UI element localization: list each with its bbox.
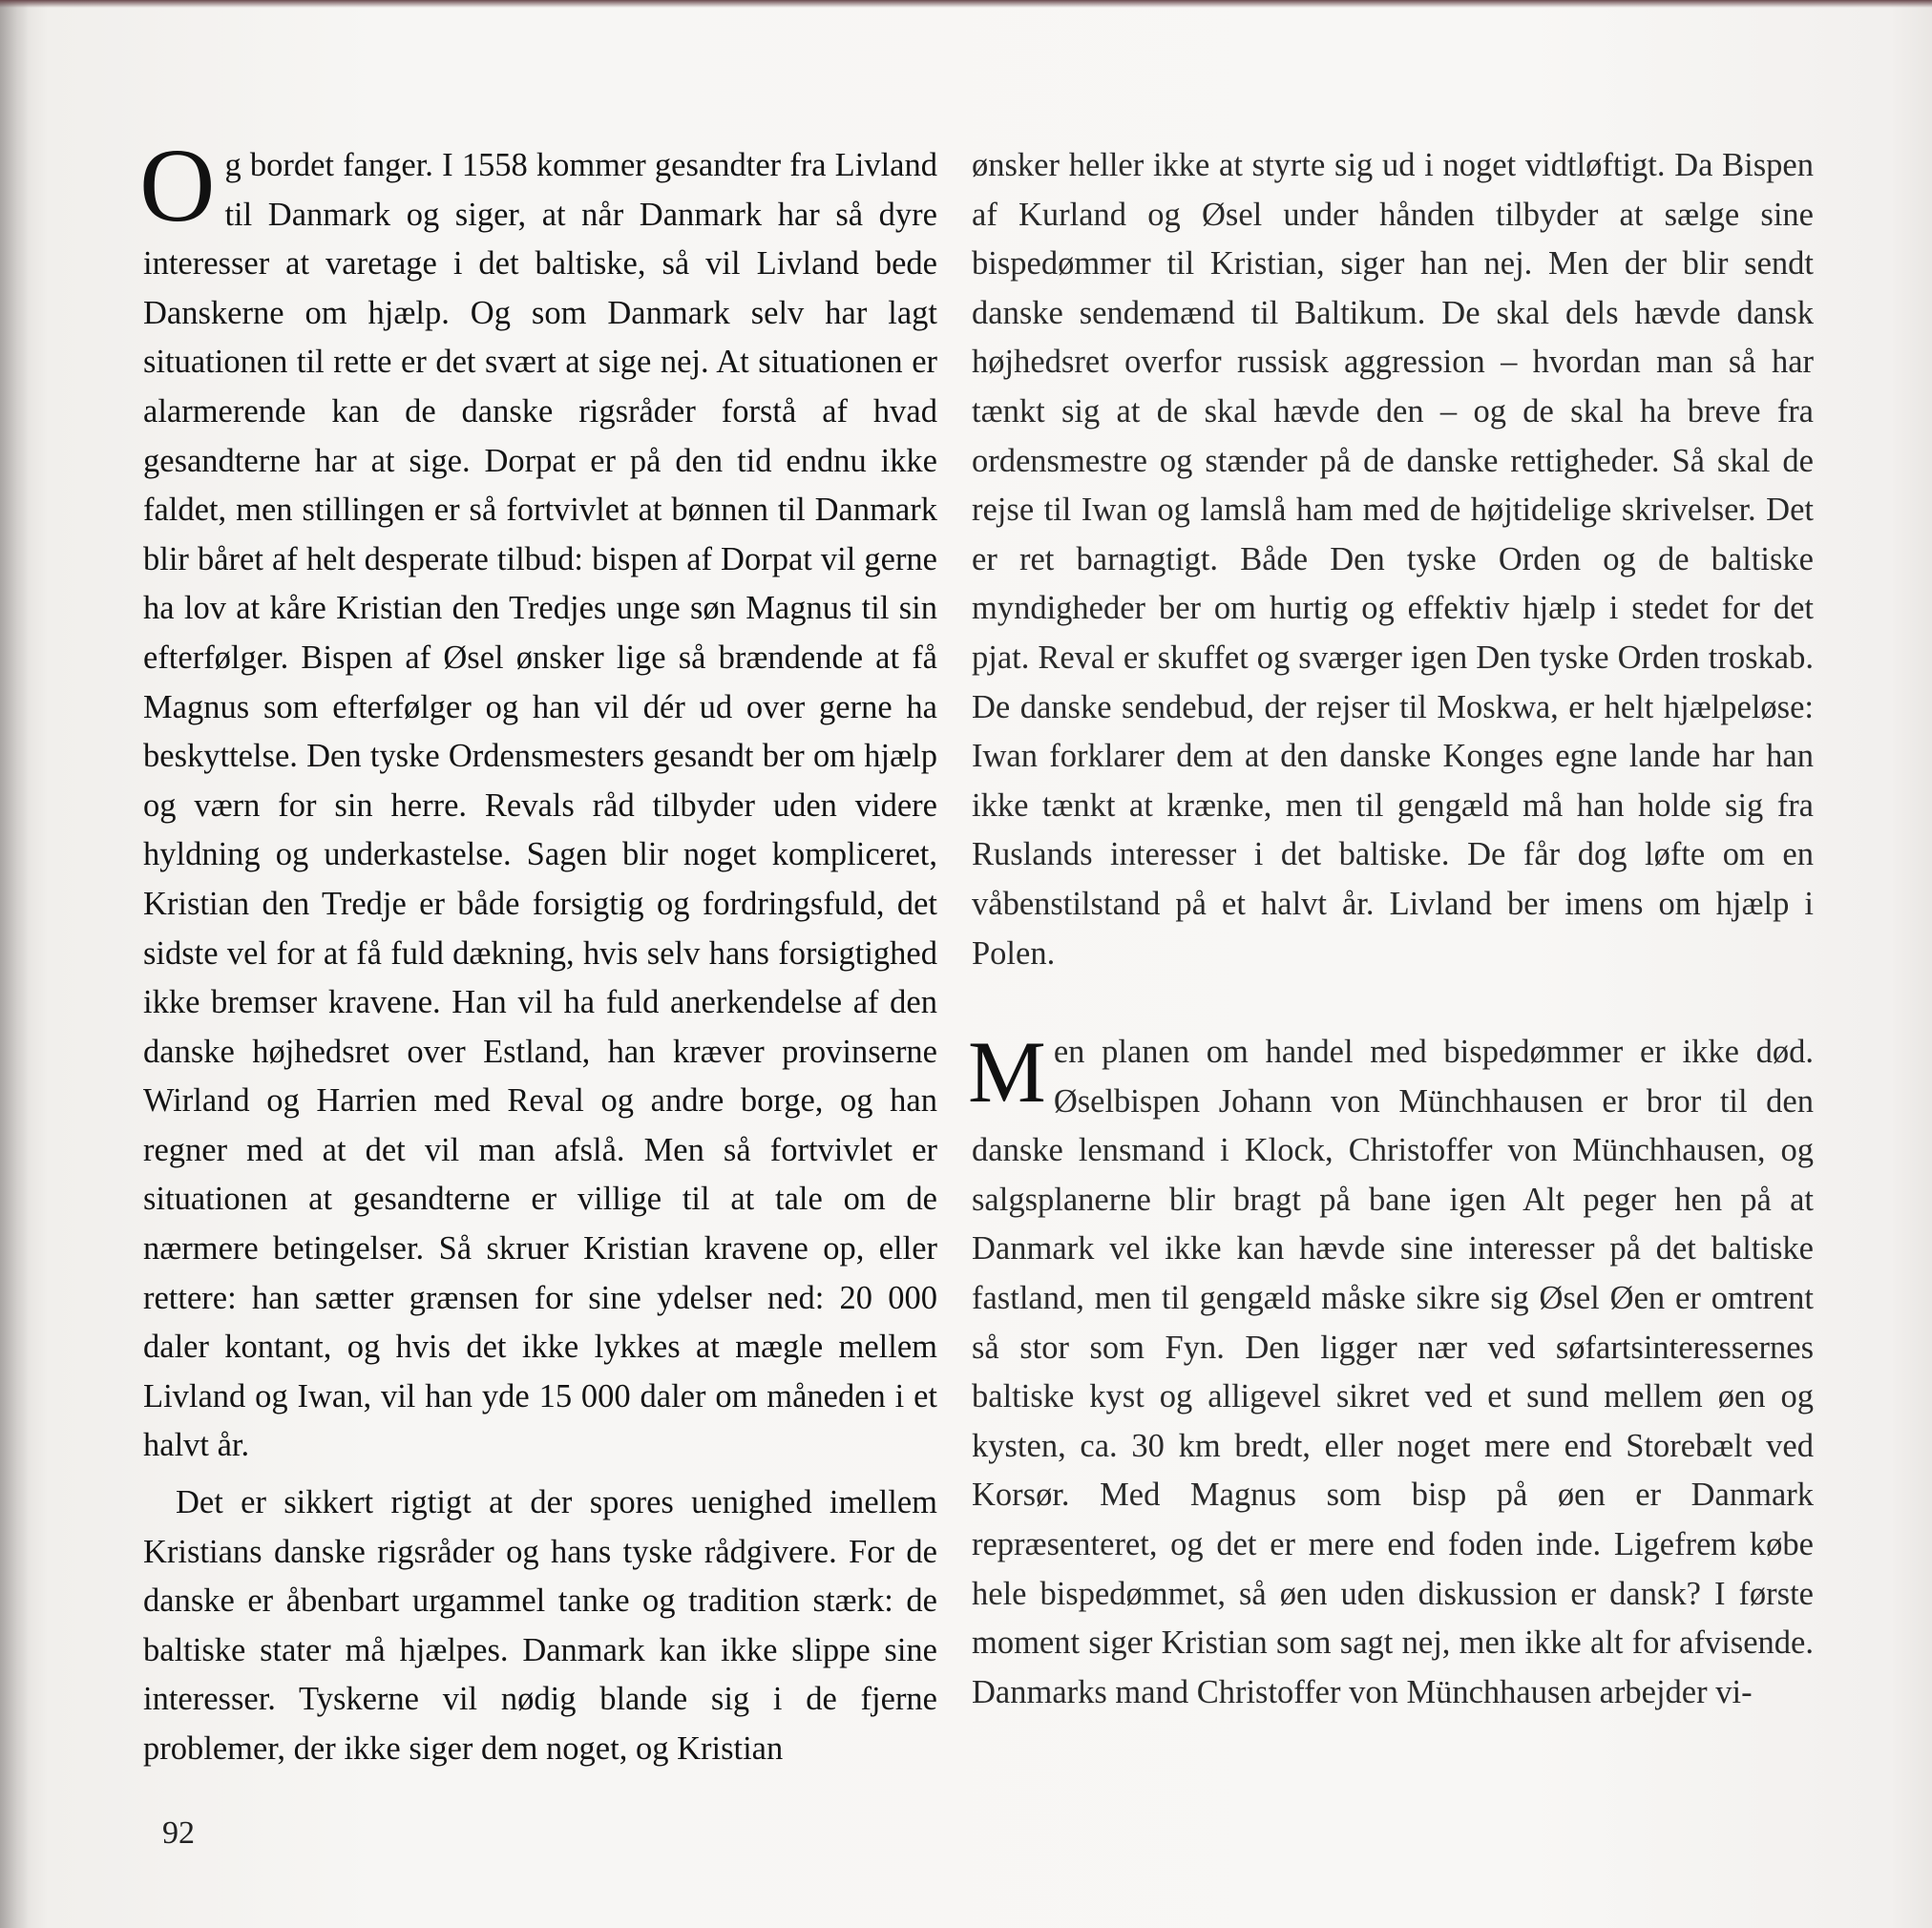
left-paragraph-2: Det er sikkert rigtigt at der spores uenighed imellem Kristians danske rigsråder og hans tyske rådgivere. For de danske er åbenbart urgammel tanke og tradition stærk: de baltiske stater må hjælpes. Danmark kan ikke slippe sine interesser. Tyskerne vil nødig blande sig i de fjerne problemer, der ikke siger dem noget, og Kristian [143, 1484, 937, 1767]
page-number: 92 [162, 1815, 195, 1851]
page-top-edge [0, 0, 1932, 8]
right-paragraph-1: ønsker heller ikke at styrte sig ud i noget vidtløftigt. Da Bispen af Kurland og Øsel under hånden tilbyder at sælge sine bispedømmer til Kristian, siger han nej. Men der blir sendt danske sendemænd til Baltikum. De skal dels hævde dansk højhedsret overfor russisk aggression – hvordan man så har tænkt sig at de skal hævde den – og de skal ha breve fra ordensmestre og stænder på de danske rettigheder. Så skal de rejse til Iwan og lamslå ham med de højtidelige skrivelser. Det er ret barnagtigt. Både Den tyske Orden og de baltiske myndigheder ber om hurtig og effektiv hjælp i stedet for det pjat. Reval er skuffet og sværger igen Den tyske Orden troskab. De danske sendebud, der rejser til Moskwa, er helt hjælpeløse: Iwan forklarer dem at den danske Konges egne lande har han ikke tænkt at krænke, men til gengæld må han holde sig fra Ruslands interesser i det baltiske. De får dog løfte om en våbenstilstand på et halvt år. Livland ber imens om hjælp i Polen. [972, 147, 1814, 972]
left-paragraph-1-text: g bordet fanger. I 1558 kommer gesandter fra Livland til Danmark og siger, at når Danmark har så dyre interesser at varetage i det baltiske, så vil Livland bede Danskerne om hjælp. Og som Danmark selv har lagt situationen til rette er det svært at sige nej. At situationen er alarmerende kan de danske rigsråder forstå af hvad gesandterne har at sige. Dorpat er på den tid endnu ikke faldet, men stillingen er så fortvivlet at bønnen til Danmark blir båret af helt desperate tilbud: bispen af Dorpat vil gerne ha lov at kåre Kristian den Tredjes unge søn Magnus til sin efterfølger. Bispen af Øsel ønsker lige så brændende at få Magnus som efterfølger og han vil dér ud over gerne ha beskyttelse. Den tyske Ordensmesters gesandt ber om hjælp og værn for sin herre. Revals råd tilbyder uden videre hyldning og underkastelse. Sagen blir noget kompliceret, Kristian den Tredje er både forsigtig og fordringsfuld, det sidste vel for at få fuld dækning, hvis selv hans forsigtighed ikke bremser kravene. Han vil ha fuld anerkendelse af den danske højhedsret over Estland, han kræver provinserne Wirland og Harrien med Reval og andre borge, og han regner med at det vil man afslå. Men så fortvivlet er situationen at gesandterne er villige til at tale om de nærmere betingelser. Så skruer Kristian kravene op, eller rettere: han sætter grænsen for sine ydelser ned: 20 000 daler kontant, og hvis det ikke lykkes at mægle mellem Livland og Iwan, vil han yde 15 000 daler om måneden i et halvt år. [143, 147, 937, 1464]
dropcap-o: O [139, 127, 216, 243]
left-paragraph-1 [139, 127, 937, 1471]
right-paragraph-2 [968, 1023, 1814, 1717]
left-text-column [139, 127, 937, 1774]
dropcap-m: M [968, 1023, 1046, 1121]
right-text-column [968, 141, 1814, 1717]
right-paragraph-2-text: en planen om handel med bispedømmer er ikke død. Øselbispen Johann von Münchhausen er bror til den danske lensmand i Klock, Christoffer von Münchhausen, og salgsplanerne blir bragt på bane igen Alt peger hen på at Danmark vel ikke kan hævde sine interesser på det baltiske fastland, men til gengæld måske sikre sig Øsel Øen er omtrent så stor som Fyn. Den ligger nær ved søfartsinteressernes baltiske kyst og alligevel sikret ved et sund mellem øen og kysten, ca. 30 km bredt, eller noget mere end Storebælt ved Korsør. Med Magnus som bisp på øen er Danmark repræsenteret, og det er mere end foden inde. Ligefrem købe hele bispedømmet, så øen uden diskussion er dansk? I første moment siger Kristian som sagt nej, men ikke alt for afvisende. Danmarks mand Christoffer von Münchhausen arbejder vi- [972, 1034, 1814, 1710]
book-binding-shadow [0, 0, 29, 1928]
